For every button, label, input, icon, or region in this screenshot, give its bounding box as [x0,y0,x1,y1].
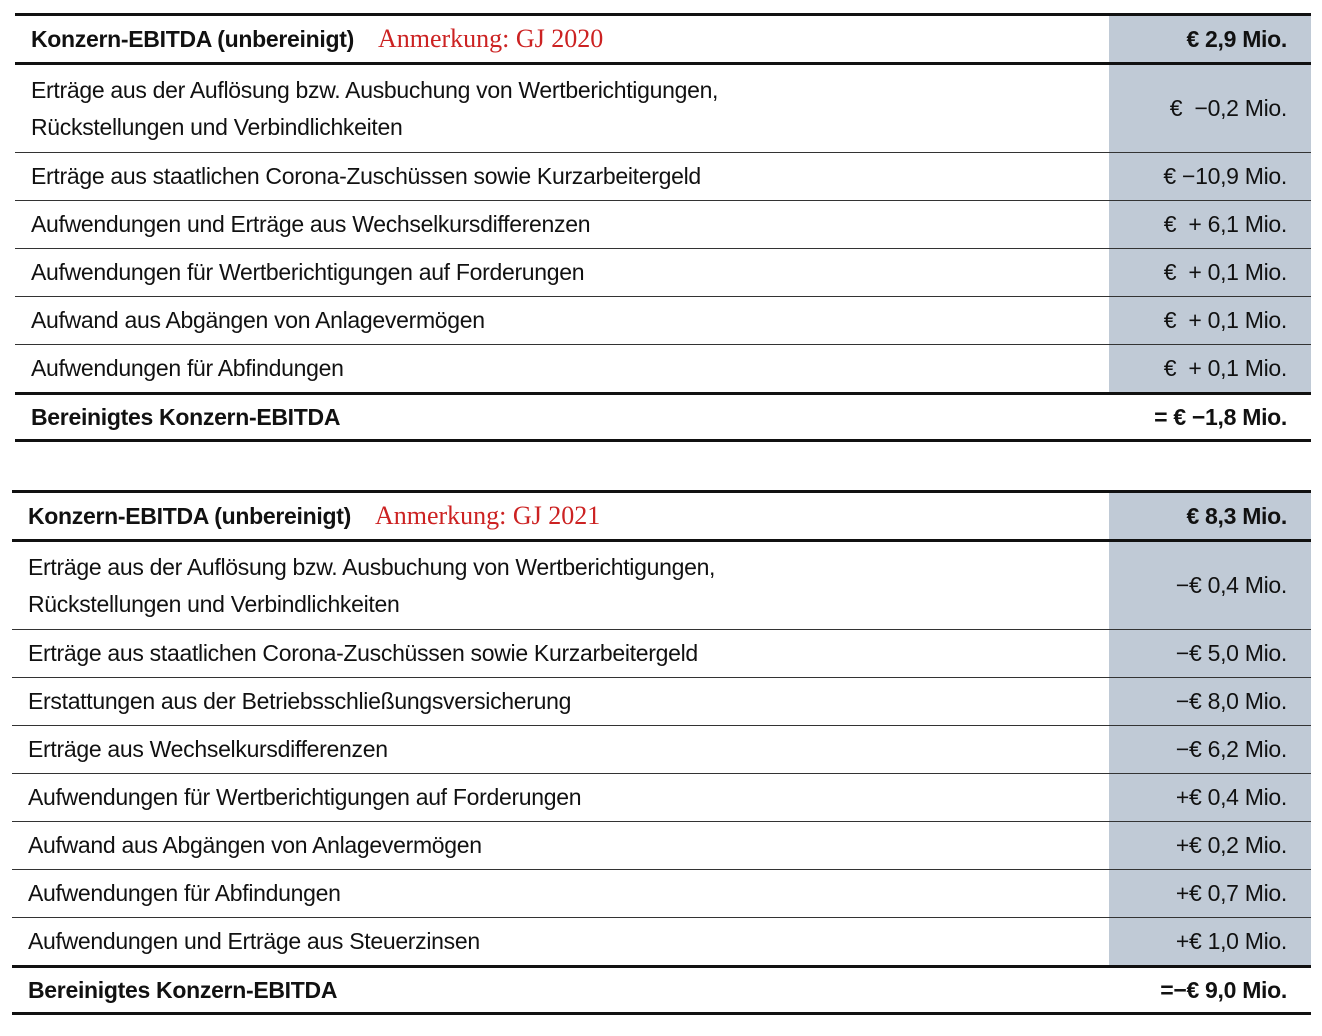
row-label: Aufwand aus Abgängen von Anlagevermögen [15,297,1109,345]
header-label: Konzern-EBITDA (unbereinigt) [31,26,354,52]
table-row [12,822,1311,870]
table-row [12,630,1311,678]
row-label: Aufwand aus Abgängen von Anlagevermögen [12,822,1109,870]
table-row [12,870,1311,918]
row-label: Erstattungen aus der Betriebsschließungsversicherung [12,678,1109,726]
header-label-cell [12,492,1109,541]
header-value: € 2,9 Mio. [1109,15,1311,64]
footer-value: =−€ 9,0 Mio. [1109,967,1311,1014]
header-label-cell [15,15,1109,64]
row-value: € −0,2 Mio. [1109,64,1311,153]
table-row [12,774,1311,822]
row-value: € + 0,1 Mio. [1109,297,1311,345]
row-label-line1: Erträge aus der Auflösung bzw. Ausbuchung von Wertberichtigungen, [31,76,719,103]
table-row [15,153,1311,201]
table-row [15,345,1311,394]
row-label: Aufwendungen für Abfindungen [15,345,1109,394]
header-note: Anmerkung: GJ 2021 [374,501,601,530]
row-value: −€ 0,4 Mio. [1109,541,1311,630]
table-row [12,678,1311,726]
row-label-line1: Erträge aus der Auflösung bzw. Ausbuchung von Wertberichtigungen, [28,553,716,580]
table-row [12,726,1311,774]
table-row [15,297,1311,345]
row-value: € + 6,1 Mio. [1109,201,1311,249]
footer-value: = € −1,8 Mio. [1109,394,1311,441]
row-value: € + 0,1 Mio. [1109,249,1311,297]
table-row [15,64,1311,153]
row-label: Erträge aus staatlichen Corona-Zuschüssen sowie Kurzarbeitergeld [12,630,1109,678]
ebitda-table-2020 [15,13,1311,442]
row-value: −€ 6,2 Mio. [1109,726,1311,774]
table-row [15,201,1311,249]
row-value: +€ 0,2 Mio. [1109,822,1311,870]
table-row [12,541,1311,630]
table-footer-row [15,394,1311,441]
row-label [15,64,1109,153]
table-row [12,918,1311,967]
row-value: −€ 8,0 Mio. [1109,678,1311,726]
row-label-line2: Rückstellungen und Verbindlichkeiten [28,590,400,617]
header-note: Anmerkung: GJ 2020 [377,24,604,53]
row-label: Aufwendungen und Erträge aus Steuerzinsen [12,918,1109,967]
row-value: +€ 0,7 Mio. [1109,870,1311,918]
row-label: Aufwendungen für Wertberichtigungen auf Forderungen [12,774,1109,822]
row-label: Erträge aus staatlichen Corona-Zuschüssen sowie Kurzarbeitergeld [15,153,1109,201]
row-label: Aufwendungen für Abfindungen [12,870,1109,918]
footer-label: Bereinigtes Konzern-EBITDA [12,967,1109,1014]
row-label: Erträge aus Wechselkursdifferenzen [12,726,1109,774]
row-label: Aufwendungen für Wertberichtigungen auf Forderungen [15,249,1109,297]
header-label: Konzern-EBITDA (unbereinigt) [28,503,351,529]
row-value: € + 0,1 Mio. [1109,345,1311,394]
row-value: € −10,9 Mio. [1109,153,1311,201]
table-footer-row [12,967,1311,1014]
ebitda-table-2021 [12,490,1311,1015]
table-header-row [12,492,1311,541]
row-value: +€ 0,4 Mio. [1109,774,1311,822]
row-label-line2: Rückstellungen und Verbindlichkeiten [31,113,403,140]
row-label [12,541,1109,630]
row-value: −€ 5,0 Mio. [1109,630,1311,678]
footer-label: Bereinigtes Konzern-EBITDA [15,394,1109,441]
table-header-row [15,15,1311,64]
row-value: +€ 1,0 Mio. [1109,918,1311,967]
row-label: Aufwendungen und Erträge aus Wechselkursdifferenzen [15,201,1109,249]
header-value: € 8,3 Mio. [1109,492,1311,541]
table-row [15,249,1311,297]
